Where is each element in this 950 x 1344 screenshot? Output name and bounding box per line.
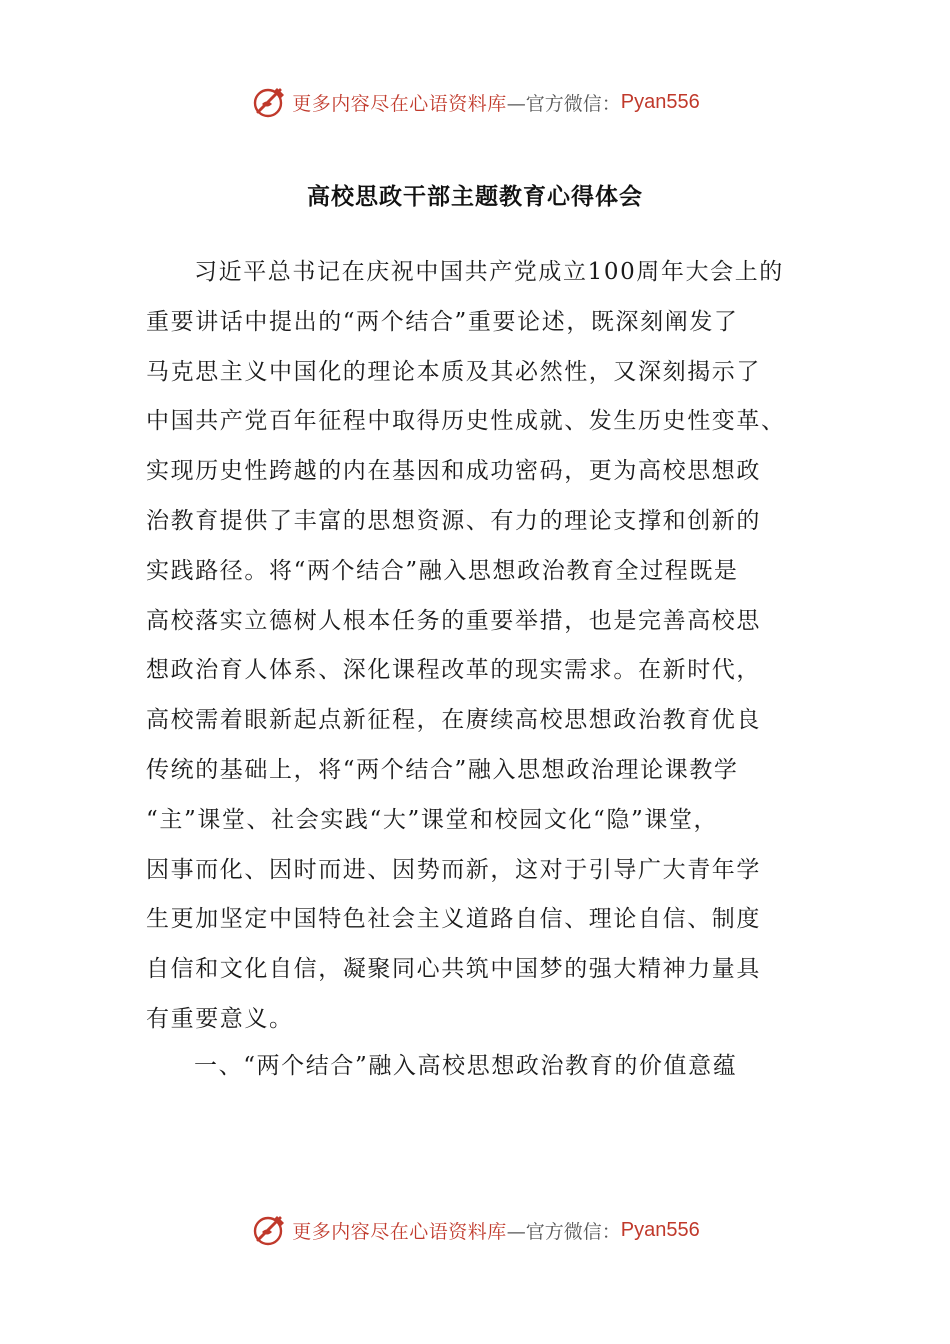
paragraph-line: 实践路径。将“两个结合”融入思想政治教育全过程既是: [146, 557, 739, 584]
paragraph-line: 传统的基础上，将“两个结合”融入思想政治理论课教学: [146, 756, 739, 783]
paragraph-line: “主”课堂、社会实践“大”课堂和校园文化“隐”课堂，: [146, 806, 719, 833]
paragraph-line: 因事而化、因时而进、因势而新，这对于引导广大青年学: [146, 856, 761, 883]
paragraph-line: 习近平总书记在庆祝中国共产党成立100周年大会上的: [194, 259, 784, 285]
paragraph-line: 想政治育人体系、深化课程改革的现实需求。在新时代，: [146, 657, 761, 684]
header-banner: [0, 82, 950, 122]
paragraph-line: 重要讲话中提出的“两个结合”重要论述，既深刻阐发了: [146, 308, 739, 335]
pen-circle-logo-icon: [250, 82, 290, 122]
section-heading: 一、“两个结合”融入高校思想政治教育的价值意蕴: [194, 1053, 738, 1079]
banner-wechat-id: Pyan556: [620, 90, 700, 113]
banner-wechat-id: Pyan556: [620, 1218, 700, 1241]
paragraph-line: 中国共产党百年征程中取得历史性成就、发生历史性变革、: [146, 408, 786, 435]
pen-circle-logo-icon: [250, 1210, 290, 1250]
banner-slogan: 更多内容尽在心语资料库: [292, 92, 507, 115]
paragraph-line: 马克思主义中国化的理论本质及其必然性，又深刻揭示了: [146, 358, 761, 385]
paragraph-line: 生更加坚定中国特色社会主义道路自信、理论自信、制度: [146, 906, 761, 933]
paragraph-line: 自信和文化自信，凝聚同心共筑中国梦的强大精神力量具: [146, 956, 761, 983]
paragraph-line: 实现历史性跨越的内在基因和成功密码，更为高校思想政: [146, 458, 761, 485]
banner-official-label: —官方微信：: [506, 92, 621, 115]
document-title: 高校思政干部主题教育心得体会: [307, 184, 643, 210]
paragraph-line: 治教育提供了丰富的思想资源、有力的理论支撑和创新的: [146, 507, 761, 534]
footer-banner: [0, 1210, 950, 1250]
paragraph-line: 有重要意义。: [146, 1005, 294, 1032]
paragraph-line: 高校落实立德树人根本任务的重要举措，也是完善高校思: [146, 607, 761, 634]
banner-official-label: —官方微信：: [506, 1220, 621, 1243]
banner-slogan: 更多内容尽在心语资料库: [292, 1220, 507, 1243]
paragraph-line: 高校需着眼新起点新征程，在赓续高校思想政治教育优良: [146, 707, 761, 734]
document-body: [146, 248, 806, 1045]
